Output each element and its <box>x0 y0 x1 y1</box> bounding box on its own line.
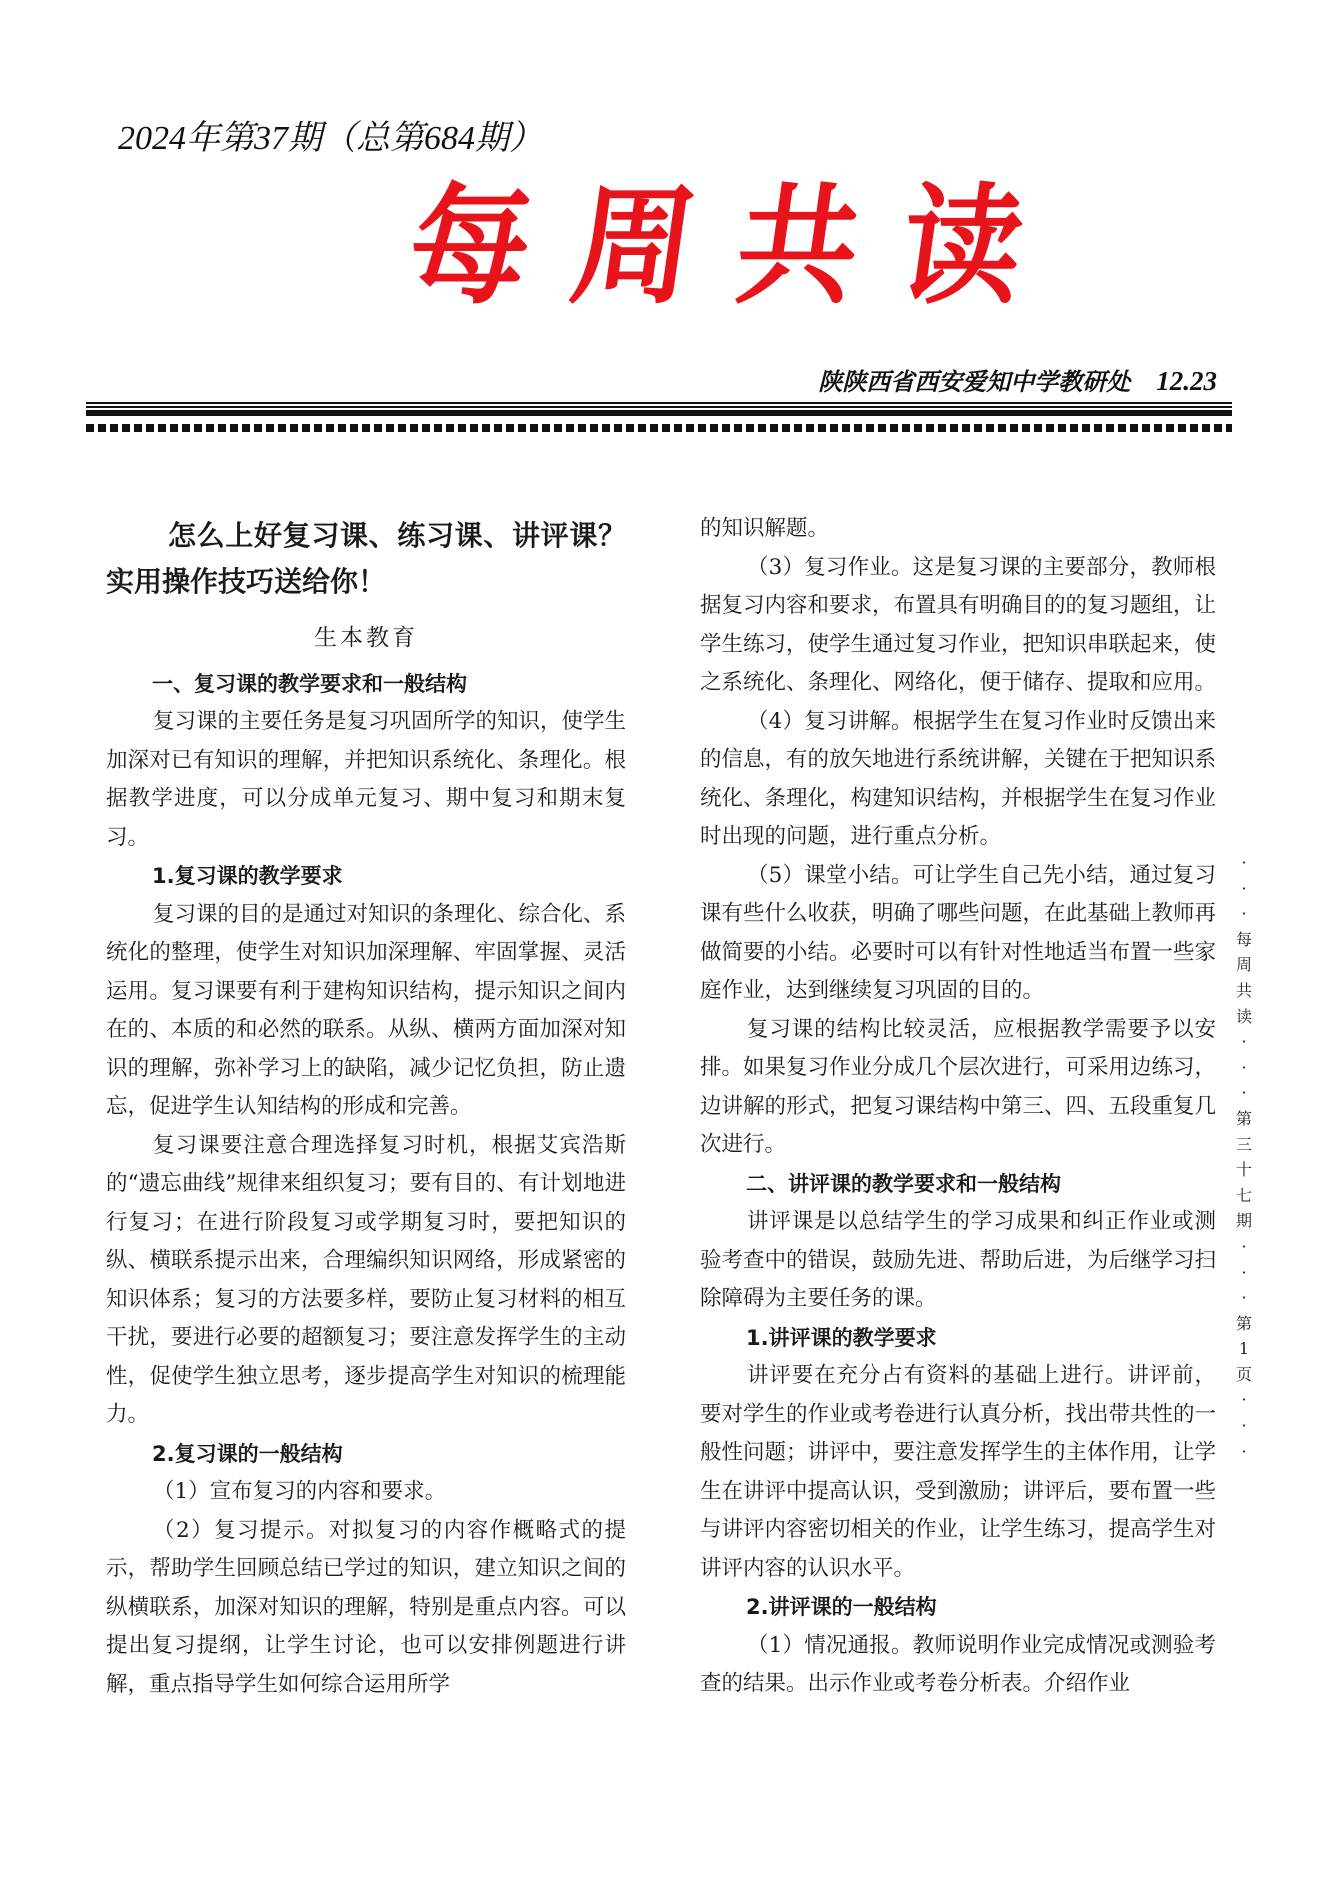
paragraph: 复习课要注意合理选择复习时机，根据艾宾浩斯的“遗忘曲线”规律来组织复习；要有目的、有计划地进行复习；在进行阶段复习或学期复习时，要把知识的纵、横联系提示出来，合理编织知识网络，形成紧密的知识体系；复习的方法要多样，要防止复习材料的相互干扰，要进行必要的超额复习；要注意发挥学生的主动性，促使学生独立思考，逐步提高学生对知识的梳理能力。 <box>106 1132 626 1427</box>
side-margin-char: · <box>1241 1288 1247 1308</box>
section-heading: 二、讲评课的教学要求和一般结构 <box>746 1171 1061 1196</box>
side-margin-char: · <box>1241 1390 1247 1410</box>
side-margin-char: 十 <box>1235 1160 1252 1180</box>
subsection-heading: 2.讲评课的一般结构 <box>746 1595 937 1619</box>
subsection-heading: 2.复习课的一般结构 <box>152 1441 343 1466</box>
side-margin-char: · <box>1241 1032 1247 1052</box>
paragraph: （4）复习讲解。根据学生在复习作业时反馈出来的信息，有的放矢地进行系统讲解，关键在于把知识系统化、条理化，构建知识结构，并根据学生在复习作业时出现的问题，进行重点分析。 <box>700 708 1217 849</box>
right-column <box>700 510 1216 1704</box>
publisher-name: 陕陕西省西安爱知中学教研处 <box>818 367 1131 396</box>
paragraph: 的知识解题。 <box>700 516 830 541</box>
side-margin-label <box>1232 850 1256 1464</box>
side-margin-char: 共 <box>1235 980 1252 1000</box>
left-column <box>106 513 626 1704</box>
side-margin-char: 第 <box>1235 1108 1252 1128</box>
paragraph: （1）宣布复习的内容和要求。 <box>153 1479 447 1504</box>
publisher-line <box>818 362 1217 397</box>
paragraph: 复习课的主要任务是复习巩固所学的知识，使学生加深对已有知识的理解，并把知识系统化、条理化。根据教学进度，可以分成单元复习、期中复习和期末复习。 <box>106 709 627 850</box>
article-author: 生本教育 <box>314 625 418 651</box>
side-margin-char: · <box>1241 878 1247 898</box>
masthead-title: 每周共读 <box>399 172 1077 323</box>
side-margin-char: 七 <box>1235 1185 1252 1205</box>
header-rule-thick <box>86 410 1232 416</box>
issue-number: 2024年第37期（总第684期） <box>118 120 543 157</box>
paragraph: 讲评要在充分占有资料的基础上进行。讲评前，要对学生的作业或考卷进行认真分析，找出带共性的一般性问题；讲评中，要注意发挥学生的主体作用，让学生在讲评中提高认识，受到激励；讲评后，要布置一些与讲评内容密切相关的作业，让学生练习，提高学生对讲评内容的认识水平。 <box>700 1363 1217 1581</box>
paragraph: 复习课的目的是通过对知识的条理化、综合化、系统化的整理，使学生对知识加深理解、牢固掌握、灵活运用。复习课要有利于建构知识结构，提示知识之间内在的、本质的和必然的联系。从纵、横两方面加深对知识的理解，弥补学习上的缺陷，减少记忆负担，防止遗忘，促进学生认知结构的形成和完善。 <box>106 901 627 1119</box>
article-title: 怎么上好复习课、练习课、讲评课？实用操作技巧送给你！ <box>106 519 626 598</box>
side-margin-char: · <box>1241 904 1247 924</box>
side-margin-char: · <box>1241 1236 1247 1256</box>
paragraph: （3）复习作业。这是复习课的主要部分，教师根据复习内容和要求，布置具有明确目的的复习题组，让学生练习，使学生通过复习作业，把知识串联起来，使之系统化、条理化、网络化，便于储存、提取和应用。 <box>700 554 1217 695</box>
side-margin-char: 三 <box>1235 1134 1252 1154</box>
side-margin-char: · <box>1241 1441 1247 1461</box>
section-heading: 一、复习课的教学要求和一般结构 <box>152 671 467 696</box>
side-margin-char: · <box>1241 1262 1247 1282</box>
side-margin-char: 页 <box>1235 1364 1252 1384</box>
paragraph: （1）情况通报。教师说明作业完成情况或测验考查的结果。出示作业或考卷分析表。介绍作业 <box>700 1632 1216 1696</box>
side-margin-char: · <box>1241 1057 1247 1077</box>
side-margin-char: · <box>1241 853 1247 872</box>
subsection-heading: 1.复习课的教学要求 <box>152 864 343 888</box>
side-margin-char: 期 <box>1235 1211 1252 1231</box>
header-rule-thin-1 <box>86 402 1232 404</box>
side-margin-char: · <box>1241 1416 1247 1436</box>
side-margin-char: 读 <box>1235 1006 1252 1026</box>
side-margin-char: 周 <box>1235 955 1252 975</box>
paragraph: （5）课堂小结。可让学生自己先小结，通过复习课有些什么收获，明确了哪些问题，在此基础上教师再做简要的小结。必要时可以有针对性地适当布置一些家庭作业，达到继续复习巩固的目的。 <box>700 862 1217 1003</box>
header-rule-dotted <box>86 424 1232 432</box>
side-margin-char: 第 <box>1235 1313 1252 1333</box>
paragraph: 讲评课是以总结学生的学习成果和纠正作业或测验考查中的错误，鼓励先进、帮助后进，为后继学习扫除障碍为主要任务的课。 <box>700 1209 1217 1311</box>
side-margin-char: 每 <box>1235 929 1252 949</box>
side-margin-char: · <box>1241 1083 1247 1103</box>
paragraph: 复习课的结构比较灵活，应根据教学需要予以安排。如果复习作业分成几个层次进行，可采用边练习，边讲解的形式，把复习课结构中第三、四、五段重复几次进行。 <box>700 1016 1217 1157</box>
publication-date: 12.23 <box>1156 366 1217 396</box>
header-rule-thin-2 <box>86 406 1232 408</box>
paragraph: （2）复习提示。对拟复习的内容作概略式的提示，帮助学生回顾总结已学过的知识，建立知识之间的纵横联系，加深对知识的理解，特别是重点内容。可以提出复习提纲，让学生讨论，也可以安排例题进行讲解，重点指导学生如何综合运用所学 <box>106 1517 626 1697</box>
side-margin-char: 1 <box>1238 1339 1250 1359</box>
subsection-heading: 1.讲评课的教学要求 <box>746 1325 937 1350</box>
